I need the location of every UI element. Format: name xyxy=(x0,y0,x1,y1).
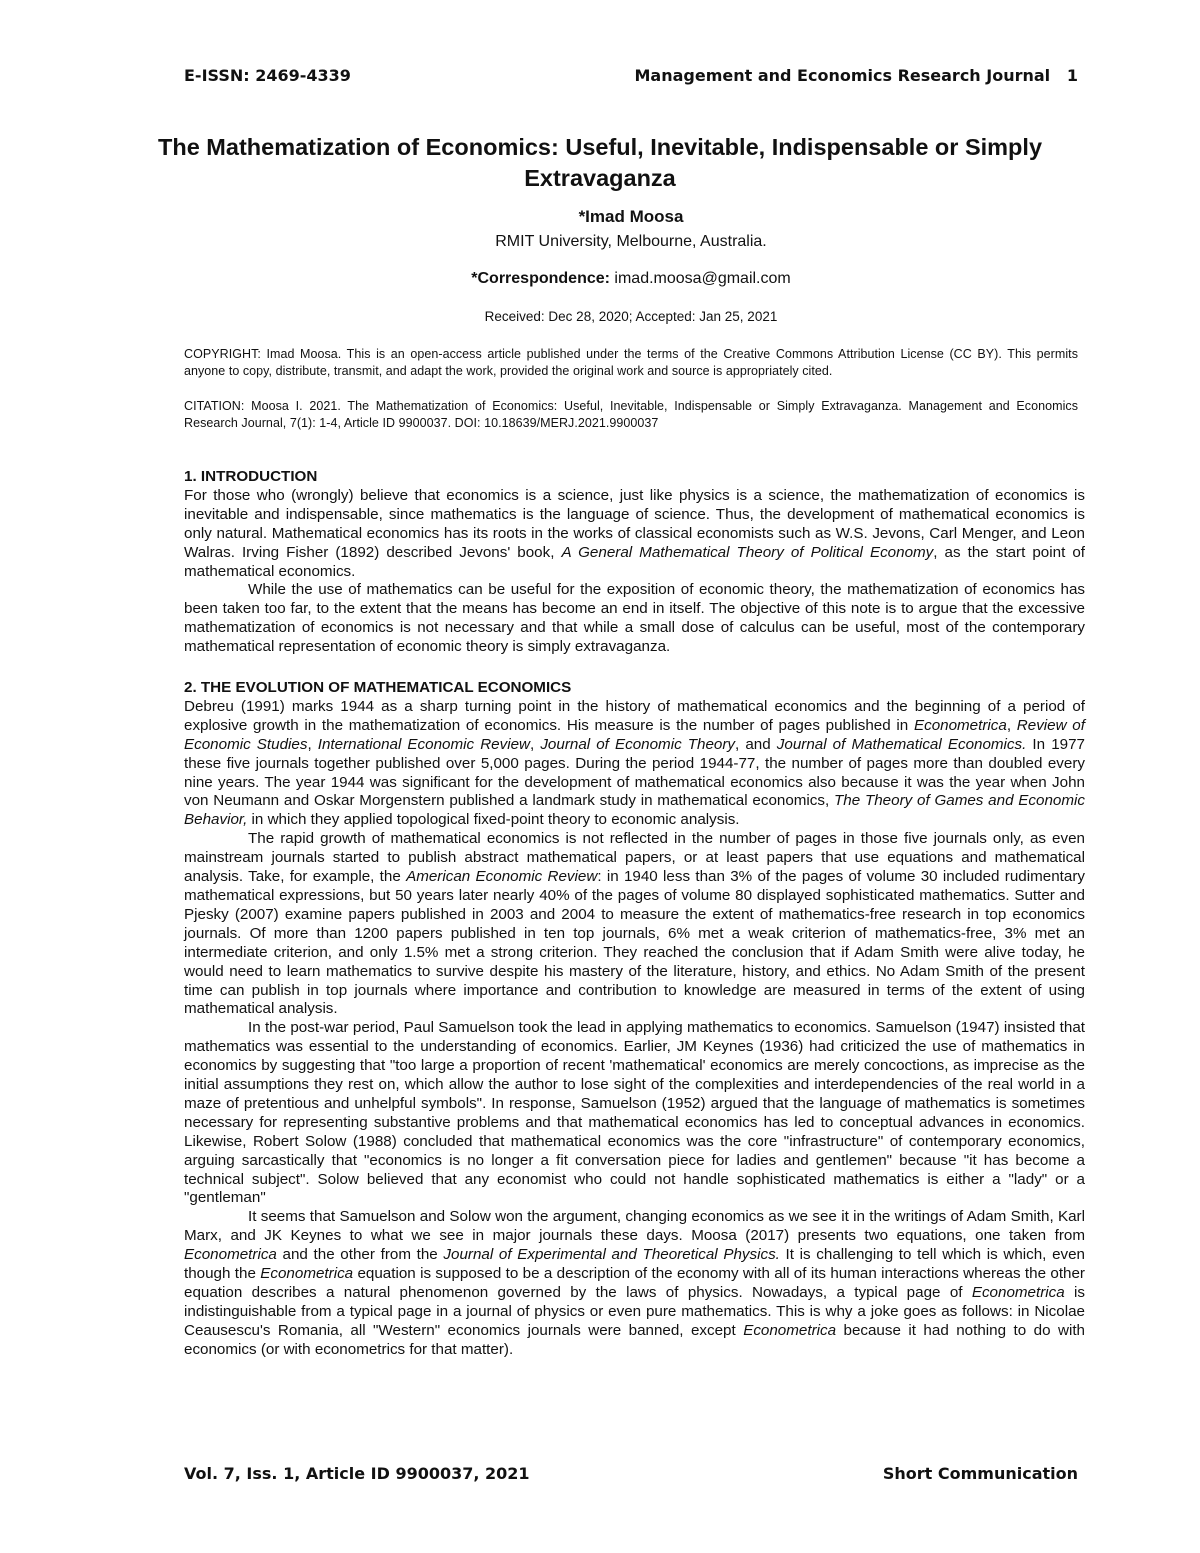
paragraph: In the post-war period, Paul Samuelson took the lead in applying mathematics to economics. Samuelson (1947) insisted that mathematics was essential to the understanding of economics. Earlier, JM Keynes (1936) had criticized the use of mathematics in economics by suggesting that "too large a proportion of recent 'mathematical' economics are merely concoctions, as imprecise as the initial assumptions they rest on, which allow the author to lose sight of the complexities and interdependencies of the real world in a maze of pretentious and unhelpful symbols". In response, Samuelson (1952) argued that the language of mathematics is sometimes necessary for representing substantive problems and that mathematical economics has led to conceptual advances in economics. Likewise, Robert Solow (1988) concluded that mathematical economics was the core "infrastructure" of contemporary economics, arguing sarcastically that "economics is no longer a fit conversation piece for ladies and gentlemen" because "it has become a technical subject". Solow believed that any economist who could not handle sophisticated mathematics is either a "lady" or a "gentleman" xyxy=(184,1019,1085,1207)
journal-name-page: Management and Economics Research Journal 1 xyxy=(634,66,1078,85)
copyright-notice: COPYRIGHT: Imad Moosa. This is an open-access article published under the terms of the Creative Commons Attribution License (CC BY). This permits anyone to copy, distribute, transmit, and adapt the work, provided the original work and source is appropriately cited. xyxy=(184,347,1078,378)
volume-info: Vol. 7, Iss. 1, Article ID 9900037, 2021 xyxy=(184,1464,530,1483)
correspondence-email[interactable]: imad.moosa@gmail.com xyxy=(614,270,791,287)
author-affiliation: RMIT University, Melbourne, Australia. xyxy=(495,233,767,250)
author-name: *Imad Moosa xyxy=(578,207,684,226)
correspondence-label: *Correspondence: xyxy=(471,270,610,287)
paragraph: For those who (wrongly) believe that economics is a science, just like physics is a science, the mathematization of economics is inevitable and indispensable, since mathematics is the language of science. Thus, the development of mathematical economics is only natural. Mathematical economics has its roots in the works of classical economists such as W.S. Jevons, Carl Menger, and Leon Walras. Irving Fisher (1892) described Jevons' book, A General Mathematical Theory of Political Economy, as the start point of mathematical economics. xyxy=(184,486,1086,580)
citation-notice: CITATION: Moosa I. 2021. The Mathematization of Economics: Useful, Inevitable, Indispensable or Simply Extravaganza. Management and Economics Research Journal, 7(1): 1-4, Article ID 9900037. DOI: 10.18639/MERJ.2021.9900037 xyxy=(184,399,1078,430)
paragraph: The rapid growth of mathematical economics is not reflected in the number of pages in those five journals only, as even mainstream journals started to publish abstract mathematical papers, or at least papers that use equations and mathematical analysis. Take, for example, the American Economic Review: in 1940 less than 3% of the pages of volume 30 included rudimentary mathematical expressions, but 50 years later nearly 40% of the pages of volume 80 displayed sophisticated mathematics. Sutter and Pjesky (2007) examine papers published in 2003 and 2004 to measure the extent of mathematics-free research in top economics journals. Of more than 1200 papers published in ten top journals, 6% met a weak criterion of mathematics-free, 3% met an intermediate criterion, and only 1.5% met a strong criterion. They reached the conclusion that if Adam Smith were alive today, he would need to learn mathematics to survive despite his mastery of the literature, history, and ethics. No Adam Smith of the present time can publish in top journals where importance and contribution to knowledge are measured in terms of the extent of using mathematical analysis. xyxy=(184,830,1085,1018)
received-accepted-dates: Received: Dec 28, 2020; Accepted: Jan 25, 2021 xyxy=(484,309,778,324)
page-header xyxy=(184,66,1078,85)
correspondence xyxy=(184,270,1078,288)
issn: E-ISSN: 2469-4339 xyxy=(184,66,351,85)
paragraph: While the use of mathematics can be useful for the exposition of economic theory, the mathematization of economics has been taken too far, to the extent that the means has become an end in itself. The objective of this note is to argue that the excessive mathematization of economics is not necessary and that while a small dose of calculus can be useful, most of the contemporary mathematical representation of economic theory is simply extravaganza. xyxy=(184,581,1085,656)
section-evolution xyxy=(184,679,1085,1360)
section-introduction xyxy=(184,468,1085,657)
article-type: Short Communication xyxy=(882,1464,1078,1483)
paragraph: It seems that Samuelson and Solow won the argument, changing economics as we see it in the writings of Adam Smith, Karl Marx, and JK Keynes to what we see in major journals these days. Moosa (2017) presents two equations, one taken from Econometrica and the other from the Journal of Experimental and Theoretical Physics. It is challenging to tell which is which, even though the Econometrica equation is supposed to be a description of the economy with all of its human interactions whereas the other equation describes a natural phenomenon governed by the laws of physics. Nowadays, a typical page of Econometrica is indistinguishable from a typical page in a journal of physics or even pure mathematics. This is why a joke goes as follows: in Nicolae Ceausescu's Romania, all "Western" economics journals were banned, except Econometrica because it had nothing to do with economics (or with econometrics for that matter). xyxy=(184,1208,1086,1358)
section-heading: 1. INTRODUCTION xyxy=(184,468,318,485)
section-heading: 2. THE EVOLUTION OF MATHEMATICAL ECONOMICS xyxy=(184,679,572,696)
paragraph: Debreu (1991) marks 1944 as a sharp turning point in the history of mathematical economics and the beginning of a period of explosive growth in the mathematization of economics. His measure is the number of pages published in Econometrica, Review of Economic Studies, International Economic Review, Journal of Economic Theory, and Journal of Mathematical Economics. In 1977 these five journals together published over 5,000 pages. During the period 1944-77, the number of pages more than doubled every nine years. The year 1944 was significant for the development of mathematical economics also because it was the year when John von Neumann and Oskar Morgenstern published a landmark study in mathematical economics, The Theory of Games and Economic Behavior, in which they applied topological fixed-point theory to economic analysis. xyxy=(184,697,1085,829)
article-title: The Mathematization of Economics: Useful, Inevitable, Indispensable or Simply Extravaganza xyxy=(157,134,1043,191)
page-footer xyxy=(184,1464,1078,1483)
